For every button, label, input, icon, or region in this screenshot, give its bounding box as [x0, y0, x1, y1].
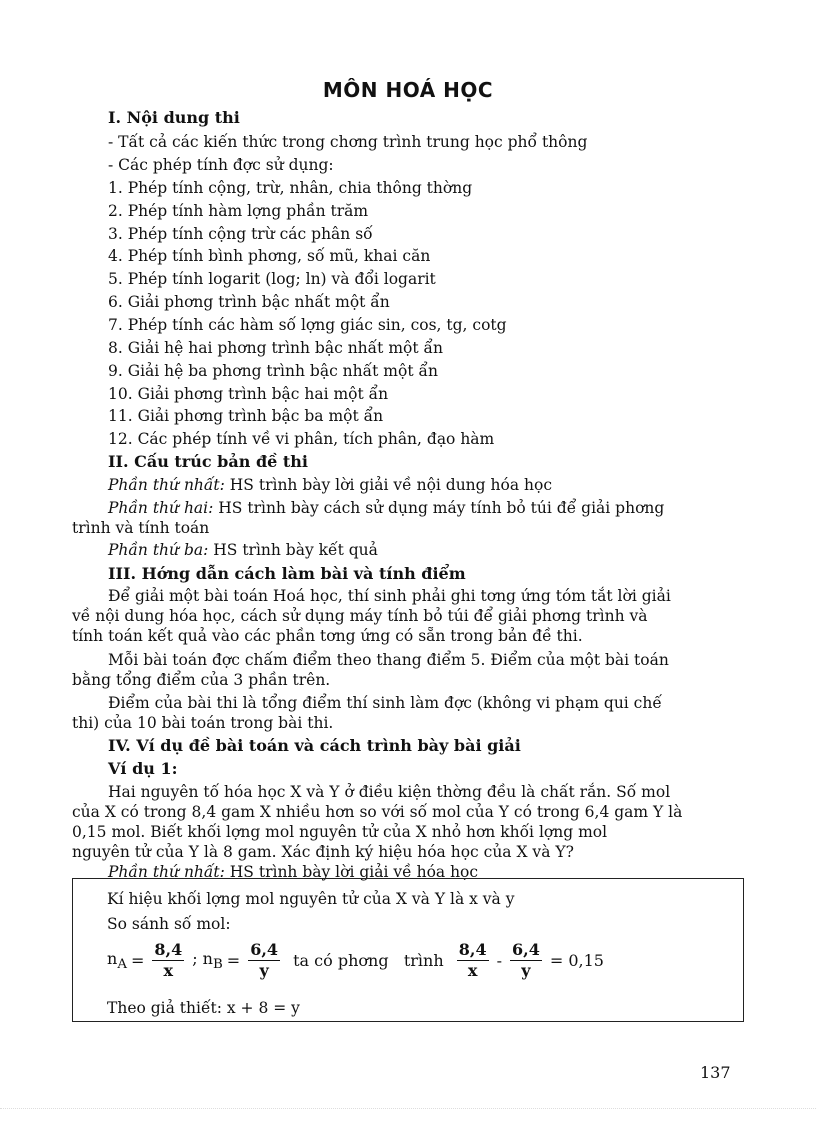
- text-line: về nội dung hóa học, cách sử dụng máy tính bỏ túi để giải phơng trình và: [72, 607, 648, 625]
- text-line: 11. Giải phơng trình bậc ba một ẩn: [108, 407, 384, 425]
- text-line: bằng tổng điểm của 3 phần trên.: [72, 671, 331, 689]
- section-heading: I. Nội dung thi: [108, 108, 240, 127]
- part-text: HS trình bày lời giải về nội dung hóa học: [224, 476, 552, 494]
- text-line: Để giải một bài toán Hoá học, thí sinh phải ghi tơng ứng tóm tắt lời giải: [108, 587, 671, 605]
- text-line: 8. Giải hệ hai phơng trình bậc nhất một ẩn: [108, 339, 443, 357]
- page-number: 137: [700, 1063, 731, 1082]
- part-text: HS trình bày lời giải về hóa học: [224, 863, 479, 881]
- text-line: thi) của 10 bài toán trong bài thi.: [72, 714, 334, 732]
- text-line: 6. Giải phơng trình bậc nhất một ẩn: [108, 293, 390, 311]
- text-line: 3. Phép tính cộng trừ các phân số: [108, 225, 373, 243]
- text-line: trình và tính toán: [72, 519, 210, 537]
- solution-box: [72, 878, 744, 1022]
- section-heading: II. Cấu trúc bản đề thi: [108, 452, 308, 471]
- fraction: $\frac{8,4}{x}$: [458, 940, 487, 980]
- section-heading: IV. Ví dụ đề bài toán và cách trình bày bài giải: [108, 736, 521, 755]
- text-line: - Tất cả các kiến thức trong chơng trình trung học phổ thông: [108, 133, 588, 151]
- section-heading: III. Hớng dẫn cách làm bài và tính điểm: [108, 564, 466, 583]
- na-symbol: $n_A$: [107, 948, 127, 973]
- text-line: 0,15 mol. Biết khối lợng mol nguyên tử của X nhỏ hơn khối lợng mol: [72, 823, 608, 841]
- text-line: Hai nguyên tố hóa học X và Y ở điều kiện thờng đều là chất rắn. Số mol: [108, 783, 671, 801]
- part-label: Phần thứ nhất:: [108, 476, 225, 494]
- text-line: Mỗi bài toán đợc chấm điểm theo thang điểm 5. Điểm của một bài toán: [108, 651, 669, 669]
- part-line: [108, 475, 552, 495]
- minus-sign: -: [496, 951, 502, 970]
- example-label: Ví dụ 1:: [108, 759, 178, 778]
- part-label: Phần thứ ba:: [108, 541, 209, 559]
- part-text: HS trình bày kết quả: [208, 541, 378, 559]
- fraction: $\frac{6,4}{y}$: [250, 940, 279, 980]
- text-line: 1. Phép tính cộng, trừ, nhân, chia thông thờng: [108, 179, 473, 197]
- equals-sign: =: [130, 951, 145, 970]
- text-line: của X có trong 8,4 gam X nhiều hơn so với số mol của Y có trong 6,4 gam Y là: [72, 803, 683, 821]
- equals-sign: =: [226, 951, 241, 970]
- fraction: $\frac{6,4}{y}$: [511, 940, 540, 980]
- text-line: 9. Giải hệ ba phơng trình bậc nhất một ẩn: [108, 362, 438, 380]
- text-line: - Các phép tính đợc sử dụng:: [108, 156, 334, 174]
- text-line: 10. Giải phơng trình bậc hai một ẩn: [108, 385, 389, 403]
- text-line: Điểm của bài thi là tổng điểm thí sinh làm đợc (không vi phạm qui chế: [108, 694, 662, 712]
- part-line: [108, 540, 378, 560]
- equation-result: = 0,15: [549, 951, 604, 970]
- mole-equation: [107, 940, 604, 981]
- fraction: $\frac{8,4}{x}$: [154, 940, 183, 980]
- box-line: Theo giả thiết: x + 8 = y: [107, 999, 300, 1017]
- text-line: 4. Phép tính bình phơng, số mũ, khai căn: [108, 247, 431, 265]
- text-line: tính toán kết quả vào các phần tơng ứng có sẵn trong bản đề thi.: [72, 627, 583, 645]
- text-line: 5. Phép tính logarit (log; ln) và đổi logarit: [108, 270, 436, 288]
- text-line: 2. Phép tính hàm lợng phần trăm: [108, 202, 369, 220]
- part-text: HS trình bày cách sử dụng máy tính bỏ túi để giải phơng: [213, 499, 665, 517]
- text-line: 12. Các phép tính về vi phân, tích phân, đạo hàm: [108, 430, 495, 448]
- part-label: Phần thứ hai:: [108, 499, 214, 517]
- text-line: 7. Phép tính các hàm số lợng giác sin, cos, tg, cotg: [108, 316, 507, 334]
- nb-symbol: ; $n_B$: [192, 948, 223, 973]
- part-label: Phần thứ nhất:: [108, 863, 225, 881]
- text-line: nguyên tử của Y là 8 gam. Xác định ký hiệu hóa học của X và Y?: [72, 843, 574, 861]
- equation-text: ta có phơng trình: [288, 951, 449, 970]
- page-title: MÔN HOÁ HỌC: [322, 78, 494, 102]
- box-line: So sánh số mol:: [107, 915, 231, 933]
- box-line: Kí hiệu khối lợng mol nguyên tử của X và Y là x và y: [107, 890, 515, 908]
- bottom-divider: [0, 1108, 816, 1109]
- part-line: [108, 498, 664, 518]
